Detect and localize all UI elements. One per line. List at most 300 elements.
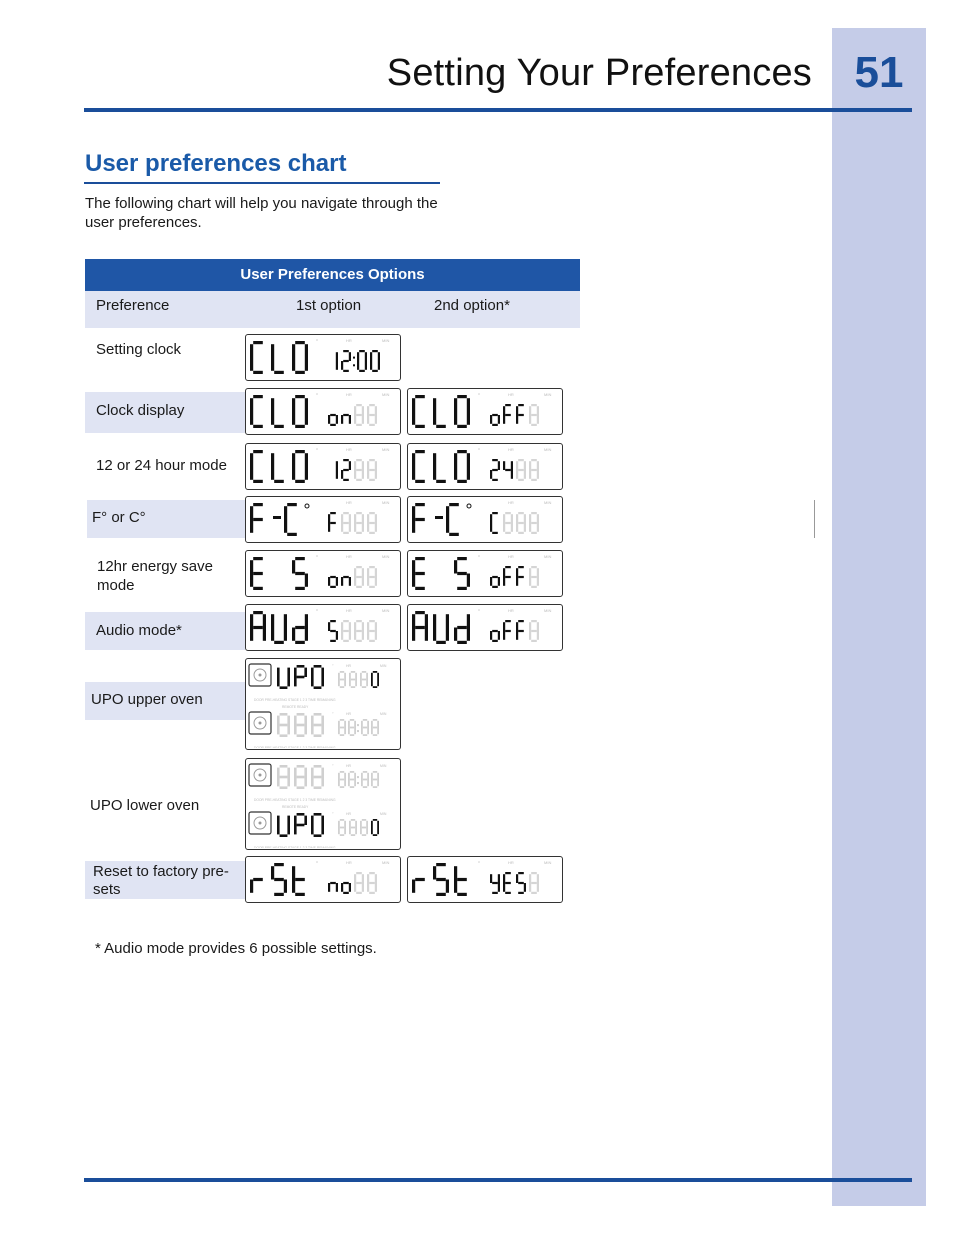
lcd-segment <box>367 514 369 523</box>
column-header-preference: Preference <box>96 297 170 314</box>
lcd-segment <box>253 611 263 614</box>
lcd-segment <box>360 821 362 828</box>
lcd-segment <box>415 395 425 398</box>
lcd-segment <box>341 415 343 424</box>
lcd-segment <box>354 523 356 532</box>
lcd-segment <box>354 470 356 479</box>
lcd-indicator: ° <box>316 393 318 399</box>
lcd-segment <box>253 878 263 881</box>
lcd-segment <box>292 880 295 893</box>
lcd-segment <box>503 577 505 586</box>
lcd-segment <box>498 577 500 586</box>
lcd-segment <box>253 425 263 428</box>
lcd-segment <box>454 467 457 480</box>
lcd-segment <box>375 415 377 424</box>
lcd-segment <box>295 572 305 575</box>
lcd-segment <box>360 673 362 680</box>
lcd-display-opt1-row3 <box>245 496 401 543</box>
lcd-segment <box>354 728 356 735</box>
lcd-segment <box>369 404 375 406</box>
lcd-segment <box>454 628 457 641</box>
lcd-indicator: HR <box>346 500 352 505</box>
lcd-segment <box>446 628 449 641</box>
lcd-segment <box>516 406 518 415</box>
lcd-indicator: ° <box>316 339 318 345</box>
lcd-segment <box>349 523 351 532</box>
lcd-segment <box>457 878 467 881</box>
lcd-segment <box>297 665 305 668</box>
lcd-segment <box>280 724 288 727</box>
lcd-segment <box>338 821 340 828</box>
lcd-segment <box>304 777 307 786</box>
lcd-segment <box>349 415 351 424</box>
lcd-indicator: MIN <box>544 608 552 613</box>
lcd-display-opt2-row1 <box>407 388 563 435</box>
lcd-segment <box>344 828 346 835</box>
lcd-segment <box>328 514 330 523</box>
lcd-segment <box>354 622 356 631</box>
lcd-segment <box>524 514 526 523</box>
lcd-segment <box>529 461 531 470</box>
lcd-segment <box>343 512 349 514</box>
lcd-indicator: MIN <box>380 764 387 768</box>
lcd-segment <box>359 350 365 352</box>
lcd-indicator: HR <box>346 712 352 716</box>
lcd-segment <box>377 821 379 828</box>
lcd-segment <box>330 882 336 884</box>
lcd-segment <box>415 572 425 575</box>
lcd-segment <box>250 344 253 357</box>
lcd-segment <box>367 728 369 735</box>
lcd-segment <box>505 630 511 632</box>
lcd-segment <box>354 773 356 780</box>
lcd-segment <box>336 461 338 470</box>
column-header-1st-option: 1st option <box>296 297 362 314</box>
lcd-segment <box>274 863 284 866</box>
lcd-segment <box>343 360 349 362</box>
lcd-segment <box>371 680 373 687</box>
lcd-segment <box>454 398 457 411</box>
lcd-segment <box>415 878 425 881</box>
lcd-segment <box>516 622 518 631</box>
lcd-segment <box>369 630 375 632</box>
lcd-segment <box>349 821 351 828</box>
lcd-segment <box>295 480 305 483</box>
lcd-segment <box>373 771 377 773</box>
lcd-segment <box>529 415 531 424</box>
lcd-segment <box>330 586 336 588</box>
lcd-segment <box>311 825 314 834</box>
lcd-segment <box>314 665 322 668</box>
lcd-segment <box>287 768 290 777</box>
lcd-segment <box>263 614 266 627</box>
lcd-segment <box>356 872 362 874</box>
lcd-segment <box>503 568 505 577</box>
lcd-segment <box>369 640 375 642</box>
lcd-segment <box>377 721 379 728</box>
lcd-segment <box>377 680 379 687</box>
lcd-segment <box>492 586 498 588</box>
row-label-temp-unit: F° or C° <box>92 509 146 526</box>
lcd-segment <box>253 587 263 590</box>
lcd-segment <box>363 719 367 721</box>
lcd-segment <box>349 577 351 586</box>
lcd-segment <box>349 622 351 631</box>
lcd-segment <box>412 614 415 627</box>
lcd-segment <box>492 479 498 481</box>
lcd-segment <box>356 882 362 884</box>
lcd-segment <box>503 406 505 415</box>
lcd-segment <box>505 404 511 406</box>
lcd-segment <box>375 622 377 631</box>
lcd-segment <box>446 880 449 893</box>
lcd-segment <box>330 522 336 524</box>
lcd-segment <box>373 671 377 673</box>
lcd-segment <box>297 724 305 727</box>
lcd-indicator: ° <box>316 555 318 561</box>
lcd-segment <box>295 450 305 453</box>
lcd-segment <box>362 827 366 829</box>
footnote: * Audio mode provides 6 possible settings. <box>95 940 377 957</box>
lcd-segment <box>362 523 364 532</box>
lcd-segment <box>467 412 470 425</box>
lcd-segment <box>518 620 524 622</box>
lcd-segment <box>531 512 537 514</box>
lcd-segment <box>529 577 531 586</box>
lcd-segment <box>371 728 373 735</box>
lcd-segment <box>305 614 308 627</box>
lcd-segment <box>446 506 449 519</box>
lcd-segment <box>351 679 355 681</box>
lcd-segment <box>340 727 344 729</box>
lcd-segment <box>369 566 375 568</box>
lcd-segment <box>311 816 314 825</box>
lcd-segment <box>531 586 537 588</box>
lcd-segment <box>531 532 537 534</box>
lcd-segment <box>367 577 369 586</box>
lcd-segment <box>330 620 336 622</box>
lcd-segment <box>412 453 415 466</box>
lcd-segment <box>328 883 330 892</box>
lcd-segment <box>343 459 349 461</box>
lcd-segment <box>356 424 362 426</box>
lcd-segment <box>295 893 305 896</box>
lcd-segment <box>277 725 280 734</box>
lcd-segment <box>338 780 340 787</box>
lcd-segment <box>363 771 367 773</box>
lcd-segment <box>250 453 253 466</box>
row-label-hour-mode: 12 or 24 hour mode <box>96 457 227 474</box>
lcd-segment <box>356 404 362 406</box>
lcd-segment <box>343 479 349 481</box>
lcd-segment <box>354 415 356 424</box>
lcd-indicator: MIN <box>382 608 390 613</box>
lcd-segment <box>518 414 524 416</box>
lcd-segment <box>344 673 346 680</box>
lcd-segment <box>511 514 513 523</box>
lcd-segment <box>284 506 287 519</box>
lcd-segment <box>277 825 280 834</box>
lcd-segment <box>344 821 346 828</box>
lcd-segment <box>250 358 253 371</box>
lcd-segment <box>336 415 338 424</box>
lcd-segment <box>350 734 354 736</box>
lcd-segment <box>360 828 362 835</box>
lcd-segment <box>518 872 524 874</box>
lcd-segment <box>412 412 415 425</box>
lcd-indicator: HR <box>508 447 514 452</box>
row-label-setting-clock: Setting clock <box>96 341 182 358</box>
lcd-segment <box>354 874 356 883</box>
lcd-segment <box>343 469 349 471</box>
page-number: 51 <box>854 48 904 97</box>
lcd-segment <box>367 470 369 479</box>
lcd-segment <box>280 734 288 737</box>
lcd-segment <box>292 412 295 425</box>
lcd-segment <box>287 816 290 825</box>
lcd-indicator: HR <box>346 860 352 865</box>
lcd-segment <box>373 834 377 836</box>
lcd-segment <box>433 453 436 466</box>
lcd-segment <box>369 522 375 524</box>
lcd-segment <box>340 719 344 721</box>
lcd-segment <box>294 816 297 825</box>
lcd-segment <box>425 614 428 627</box>
lcd-indicator: HR <box>508 608 514 613</box>
lcd-segment <box>492 424 498 426</box>
lcd-segment <box>250 412 253 425</box>
lcd-segment <box>336 352 338 361</box>
lcd-segment <box>277 668 280 677</box>
lcd-segment <box>454 560 457 573</box>
lcd-segment <box>362 622 364 631</box>
lcd-segment <box>343 370 349 372</box>
lcd-segment <box>511 470 513 479</box>
lcd-segment <box>371 780 373 787</box>
lcd-segment <box>372 370 378 372</box>
lcd-segment <box>359 370 365 372</box>
lcd-segment <box>492 630 498 632</box>
lcd-segment <box>294 725 297 734</box>
lcd-segment <box>531 872 537 874</box>
lcd-segment <box>351 827 355 829</box>
lcd-segment <box>305 344 308 357</box>
lcd-segment <box>351 834 355 836</box>
lcd-segment <box>516 874 518 883</box>
lcd-segment <box>503 622 505 631</box>
lcd-indicator: MIN <box>380 812 387 816</box>
lcd-segment <box>253 480 263 483</box>
lcd-segment <box>340 734 344 736</box>
lcd-segment <box>349 514 351 523</box>
lcd-segment <box>537 874 539 883</box>
lcd-segment <box>250 398 253 411</box>
lcd-segment <box>349 631 351 640</box>
lcd-segment <box>253 371 263 374</box>
lcd-segment <box>362 568 364 577</box>
lcd-segment <box>292 560 295 573</box>
lcd-segment <box>516 514 518 523</box>
lcd-indicator: ° <box>478 448 480 454</box>
lcd-segment <box>516 470 518 479</box>
lcd-segment <box>354 514 356 523</box>
lcd-segment <box>340 671 344 673</box>
lcd-segment <box>366 680 368 687</box>
lcd-segment <box>330 512 336 514</box>
lcd-segment <box>305 467 308 480</box>
lcd-segment <box>366 821 368 828</box>
lcd-indicator: HR <box>346 608 352 613</box>
lcd-indicator: HR <box>346 764 352 768</box>
lcd-indicator: ° <box>332 811 334 816</box>
lcd-indicator: REMOTE READY <box>282 705 309 709</box>
lcd-segment <box>343 576 349 578</box>
lcd-segment <box>369 424 375 426</box>
lcd-segment <box>305 453 308 466</box>
lcd-segment <box>295 587 305 590</box>
lcd-segment <box>321 777 324 786</box>
lcd-segment <box>457 395 467 398</box>
row-label-audio-mode: Audio mode* <box>96 622 182 639</box>
lcd-segment <box>516 523 518 532</box>
lcd-segment <box>467 453 470 466</box>
lcd-segment <box>271 628 274 641</box>
lcd-segment <box>365 352 367 361</box>
lcd-segment <box>351 819 355 821</box>
lcd-segment <box>412 574 415 587</box>
lcd-segment <box>271 344 274 357</box>
lcd-segment <box>356 892 362 894</box>
lcd-segment <box>330 640 336 642</box>
lcd-segment <box>340 819 344 821</box>
lcd-segment <box>362 874 364 883</box>
lcd-segment <box>357 361 359 370</box>
lcd-segment <box>537 568 539 577</box>
lcd-segment <box>361 721 363 728</box>
lcd-colon <box>357 724 359 726</box>
lcd-segment <box>280 786 288 789</box>
lcd-segment <box>295 641 305 644</box>
lcd-segment <box>297 786 305 789</box>
lcd-segment <box>505 469 511 471</box>
lcd-segment <box>328 415 330 424</box>
bottom-rule <box>84 1178 912 1182</box>
lcd-segment <box>433 412 436 425</box>
lcd-segment <box>362 406 364 415</box>
lcd-indicator: ° <box>478 393 480 399</box>
lcd-segment <box>338 680 340 687</box>
lcd-segment <box>505 414 511 416</box>
lcd-segment <box>370 361 372 370</box>
lcd-segment <box>366 673 368 680</box>
lcd-segment <box>343 630 349 632</box>
lcd-segment <box>340 834 344 836</box>
lcd-segment <box>449 503 459 506</box>
fan-icon <box>249 812 271 834</box>
lcd-segment <box>362 679 366 681</box>
lcd-segment <box>304 668 307 677</box>
lcd-segment <box>253 518 263 521</box>
lcd-segment <box>311 716 314 725</box>
lcd-segment <box>367 406 369 415</box>
lcd-segment <box>363 727 367 729</box>
lcd-segment <box>371 828 373 835</box>
lcd-segment <box>277 777 280 786</box>
lcd-segment <box>294 825 297 834</box>
lcd-segment <box>454 412 457 425</box>
lcd-segment <box>367 883 369 892</box>
lcd-indicator: ° <box>316 609 318 615</box>
lcd-segment <box>537 577 539 586</box>
lcd-segment <box>280 686 288 689</box>
lcd-segment <box>349 883 351 892</box>
lcd-display-opt2-row8 <box>407 856 563 903</box>
lcd-segment <box>356 479 362 481</box>
lcd-segment <box>356 640 362 642</box>
lcd-segment <box>362 415 364 424</box>
lcd-segment <box>529 874 531 883</box>
lcd-segment <box>415 518 425 521</box>
top-rule <box>84 108 912 112</box>
lcd-segment <box>412 880 415 893</box>
lcd-segment <box>505 872 511 874</box>
lcd-segment <box>338 721 340 728</box>
lcd-segment <box>328 523 330 532</box>
lcd-segment <box>297 813 305 816</box>
lcd-segment <box>524 883 526 892</box>
lcd-segment <box>498 631 500 640</box>
lcd-segment <box>375 874 377 883</box>
lcd-segment <box>503 874 505 883</box>
lcd-segment <box>297 734 305 737</box>
lcd-segment <box>344 680 346 687</box>
fan-icon <box>249 712 271 734</box>
lcd-segment <box>433 628 436 641</box>
lcd-segment <box>343 882 349 884</box>
lcd-segment <box>490 577 492 586</box>
lcd-segment <box>354 631 356 640</box>
page-title: Setting Your Preferences <box>386 52 812 94</box>
lcd-segment <box>350 719 354 721</box>
lcd-segment <box>351 671 355 673</box>
lcd-segment <box>330 414 336 416</box>
section-rule <box>84 182 440 184</box>
lcd-segment <box>354 461 356 470</box>
lcd-segment <box>492 459 498 461</box>
lcd-colon <box>357 782 359 784</box>
lcd-segment <box>529 406 531 415</box>
lcd-display-opt2-row3 <box>407 496 563 543</box>
lcd-segment <box>377 773 379 780</box>
lcd-segment <box>367 780 369 787</box>
lcd-display-opt1-row1 <box>245 388 401 435</box>
lcd-segment <box>305 398 308 411</box>
lcd-segment <box>343 414 349 416</box>
lcd-segment <box>375 461 377 470</box>
lcd-segment <box>330 630 336 632</box>
lcd-segment <box>529 622 531 631</box>
lcd-segment <box>343 522 349 524</box>
lcd-segment <box>287 825 290 834</box>
lcd-segment <box>295 341 305 344</box>
lcd-segment <box>498 883 500 892</box>
lcd-segment <box>457 572 467 575</box>
lcd-segment <box>369 512 375 514</box>
lcd-segment <box>371 721 373 728</box>
lcd-segment <box>314 834 322 837</box>
lcd-segment <box>274 893 284 896</box>
lcd-segment <box>436 863 446 866</box>
